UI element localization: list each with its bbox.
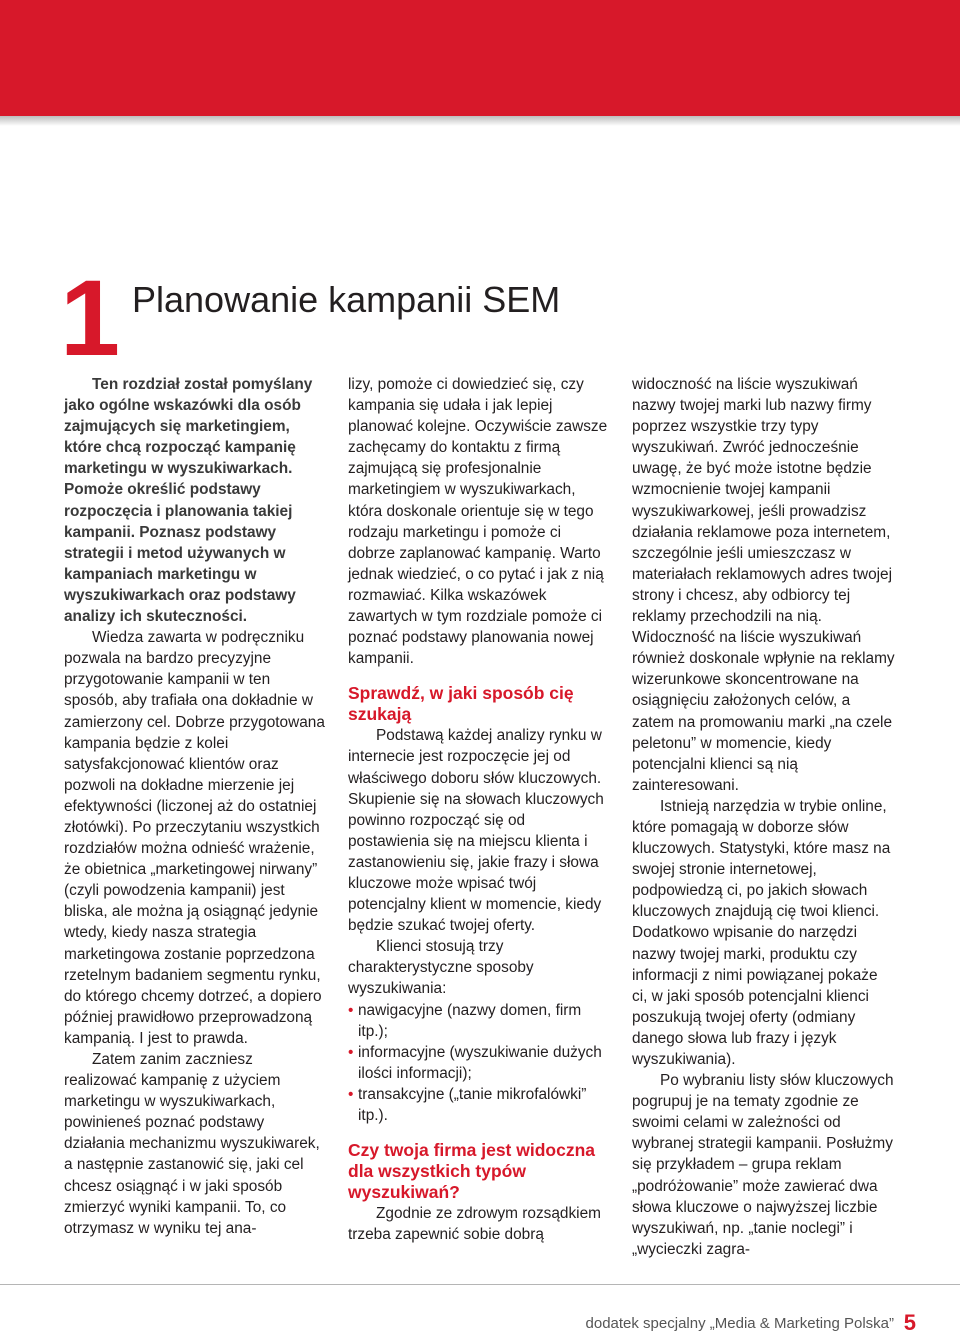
- body-paragraph: Istnieją narzędzia w trybie online, które pomagają w doborze słów kluczowych. Statystyki, które masz na swojej stronie internetowej, podpowiedzą ci, po jakich słowach kluczowych znajdują cię twoi klienci. Dodatkowo wpisanie do narzędzi nazwy twojej marki, produktu czy informacji z nimi powiązanej pokaże ci, w jaki sposób potencjalni klienci poszukują twojej oferty (odmiany danego słowa lub frazy i język wyszukiwania).: [632, 797, 891, 1068]
- red-header-band: [0, 0, 960, 116]
- footer-text: dodatek specjalny „Media & Marketing Polska”: [585, 1315, 894, 1332]
- body-paragraph: lizy, pomoże ci dowiedzieć się, czy kampania się udała i jak lepiej planować kolejne. Oczywiście zawsze zachęcamy do kontaktu z firmą zajmującą się profesjonalnie marketingiem w wyszukiwarkach, która doskonale orientuje się w tego rodzaju marketingu i pomoże ci dobrze zaplanować kampanię. Warto jednak wiedzieć, o co pytać i jak z nią rozmawiać. Kilka wskazówek zawartych w tym rozdziale pomoże ci poznać podstawy planowania nowej kampanii.: [348, 376, 608, 668]
- footer-rule: [0, 1284, 960, 1285]
- column-1: [64, 374, 326, 1239]
- column-3: [632, 374, 896, 1260]
- body-paragraph: Wiedza zawarta w podręczniku pozwala na bardzo precyzyjne przygotowanie kampanii w ten sposób, aby trafiała ona dokładnie w zamierzony cel. Dobrze przygotowana kampania będzie z kolei satysfakcjonować klientów oraz pozwoli na dokładne mierzenie jej efektywności (liczonej aż do ostatniej złotówki). Po przeczytaniu wszystkich rozdziałów można odnieść wrażenie, że obietnica „marketingowej nirwany” (czyli powodzenia kampanii) jest bliska, ale można ją osiągnąć jedynie wtedy, kiedy nasza strategia marketingowa zostanie poprzedzona rzetelnym badaniem segmentu rynku, do którego chcemy dotrzeć, a dopiero później prawidłowo przeprowadzoną kampanią. I jest to prawda.: [64, 629, 325, 1047]
- section-heading: Sprawdź, w jaki sposób cię szukają: [348, 683, 574, 725]
- page-number: 5: [903, 1310, 916, 1335]
- chapter-number: 1: [60, 257, 115, 378]
- list-item: • transakcyjne („tanie mikrofalówki” itp.).: [348, 1084, 610, 1126]
- body-paragraph: Klienci stosują trzy charakterystyczne sposoby wyszukiwania:: [348, 938, 534, 998]
- list-item: • informacyjne (wyszukiwanie dużych ilości informacji);: [348, 1042, 610, 1084]
- body-paragraph: Zatem zanim zaczniesz realizować kampanię z użyciem marketingu w wyszukiwarkach, powinieneś poznać podstawy działania mechanizmu wyszukiwarek, a następnie zastanowić się, jaki cel chcesz osiągnąć i w jaki sposób zmierzyć wyniki kampanii. To, co otrzymasz w wyniku tej ana-: [64, 1051, 320, 1237]
- body-paragraph: Podstawą każdej analizy rynku w internecie jest rozpoczęcie jej od właściwego doboru słów kluczowych. Skupienie się na słowach kluczowych powinno rozpocząć się od postawienia się na miejscu klienta i zastanowieniu się, jakie frazy i słowa kluczowe może wpisać twój potencjalny klient w momencie, kiedy będzie szukać twojej oferty.: [348, 727, 604, 935]
- body-paragraph: Zgodnie ze zdrowym rozsądkiem trzeba zapewnić sobie dobrą: [348, 1205, 601, 1244]
- search-types-list: [348, 1000, 610, 1127]
- body-paragraph: Po wybraniu listy słów kluczowych pogrupuj je na tematy zgodnie ze swoimi celami w zależności od wybranej strategii kampanii. Posłużmy się przykładem – grupa reklam „podróżowanie” może zawierać dwa słowa kluczowe o najwyższej liczbie wyszukiwań, np. „tanie noclegi” i „wycieczki zagra-: [632, 1072, 894, 1258]
- column-2: [348, 374, 610, 1245]
- header-shadow: [0, 116, 960, 126]
- lead-paragraph: Ten rozdział został pomyślany jako ogólne wskazówki dla osób zajmujących się marketingiem, które chcą rozpocząć kampanię marketingu w wyszukiwarkach. Pomoże określić podstawy rozpoczęcia i planowania takiej kampanii. Poznasz podstawy strategii i metod używanych w kampaniach marketingu w wyszukiwarkach oraz podstawy analizy ich skuteczności.: [64, 376, 313, 626]
- body-paragraph: widoczność na liście wyszukiwań nazwy twojej marki lub nazwy firmy poprzez wszystkie trzy typy wyszukiwań. Zwróć jednocześnie uwagę, że być może istotne będzie wzmocnienie twojej kampanii wyszukiwarkowej, jeśli prowadzisz działania reklamowe poza internetem, szczególnie jeśli umieszczasz w materiałach reklamowych adres twojej strony i chcesz, aby odbiorcy tej reklamy przechodzili na nią. Widoczność na liście wyszukiwań również doskonale wpłynie na reklamy wizerunkowe skoncentrowane na osiągnięciu założonych celów, a zatem na promowaniu marki „na czele peletonu” w momencie, kiedy potencjalni klienci są nią zainteresowani.: [632, 376, 895, 794]
- list-item: • nawigacyjne (nazwy domen, firm itp.);: [348, 1000, 610, 1042]
- section-heading: Czy twoja firma jest widoczna dla wszystkich typów wyszukiwań?: [348, 1140, 595, 1203]
- chapter-title: Planowanie kampanii SEM: [132, 279, 561, 320]
